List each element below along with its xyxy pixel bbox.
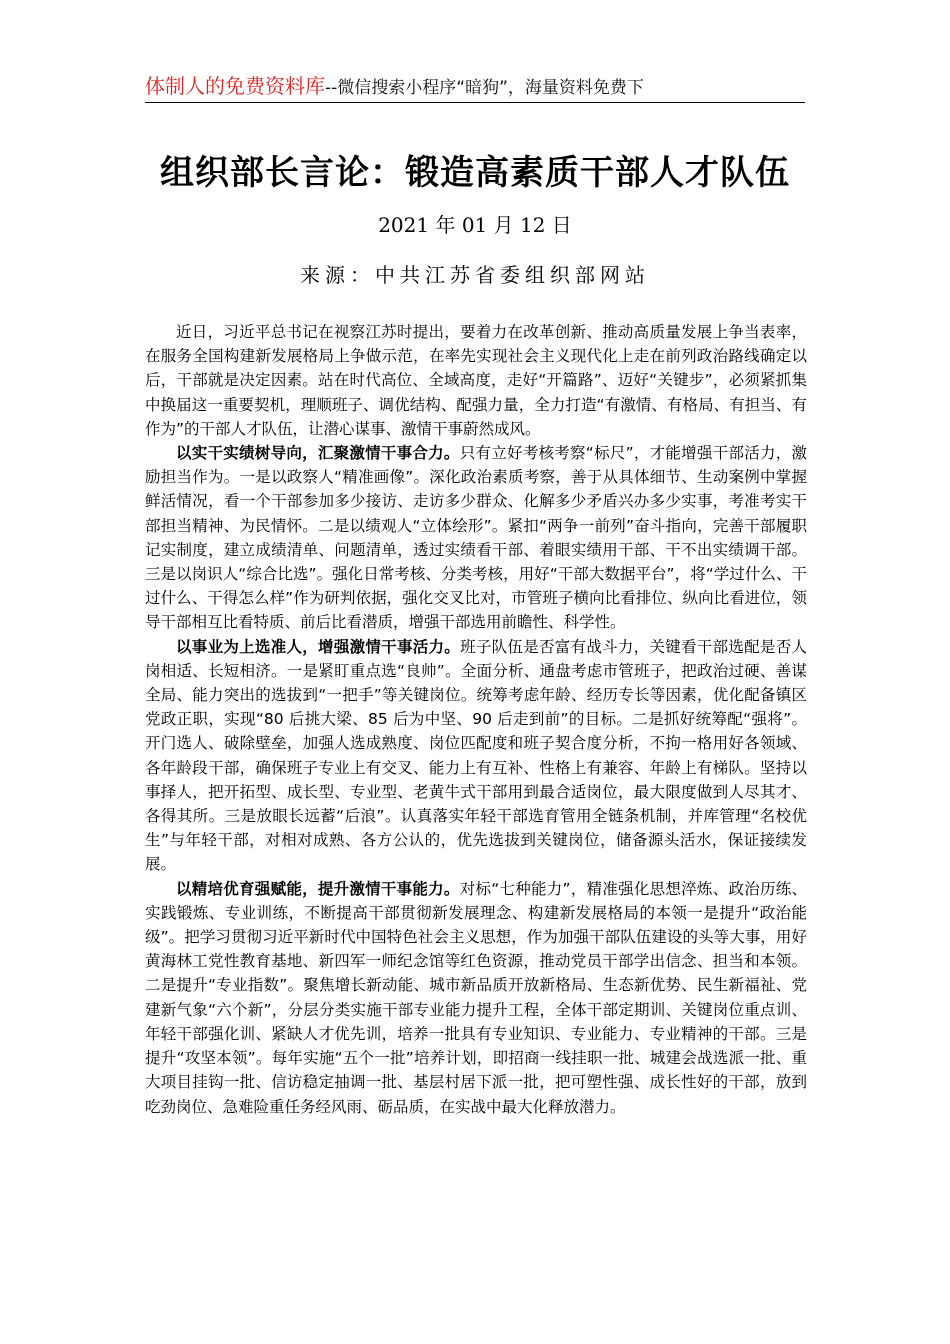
header-brand: 体制人的免费资料库 — [145, 74, 325, 98]
header-tagline: --微信搜索小程序“暗狗”，海量资料免费下 — [325, 78, 644, 98]
article-body — [145, 320, 807, 1119]
paragraph-lead: 以精培优育强赋能，提升激情干事能力。 — [176, 879, 460, 898]
paragraph-lead: 以事业为上选准人，增强激情干事活力。 — [176, 637, 461, 656]
paragraph-text: 对标“七种能力”，精准强化思想淬炼、政治历练、实践锻炼、专业训练，不断提高干部贯彻新发展理念、构建新发展格局的本领一是提升“政治能级”。把学习贯彻习近平新时代中国特色社会主义思想，作为加强干部队伍建设的头等大事，用好黄海林工党性教育基地、新四军一师纪念馆等红色资源，推动党员干部学出信念、担当和本领。二是提升“专业指数”。聚焦增长新动能、城市新品质开放新格局、生态新优势、民生新福祉、党建新气象“六个新”，分层分类实施干部专业能力提升工程，全体干部定期训、关键岗位重点训、年轻干部强化训、紧缺人才优先训，培养一批具有专业知识、专业能力、专业精神的干部。三是提升“攻坚本领”。每年实施“五个一批”培养计划，即招商一线挂职一批、城建会战选派一批、重大项目挂钩一批、信访稳定抽调一批、基层村居下派一批，把可塑性强、成长性好的干部，放到吃劲岗位、急难险重任务经风雨、砺品质，在实战中最大化释放潜力。 — [145, 879, 807, 1116]
paragraph-text: 近日，习近平总书记在视察江苏时提出，要着力在改革创新、推动高质量发展上争当表率，在服务全国构建新发展格局上争做示范，在率先实现社会主义现代化上走在前列政治路线确定以后，干部就是决定因素。站在时代高位、全域高度，走好“开篇路”、迈好“关键步”，必须紧抓集中换届这一重要契机，理顺班子、调优结构、配强力量，全力打造“有激情、有格局、有担当、有作为”的干部人才队伍，让潜心谋事、激情干事蔚然成风。 — [145, 323, 807, 438]
watermark-header — [145, 70, 805, 103]
article-source: 来源：中共江苏省委组织部网站 — [300, 263, 650, 287]
paragraph — [145, 441, 807, 635]
paragraph-text: 只有立好考核考察“标尺”，才能增强干部活力，激励担当作为。一是以政察人“精准画像”。深化政治素质考察，善于从具体细节、生动案例中掌握鲜活情况，看一个干部参加多少接访、走访多少群众、化解多少矛盾兴办多少实事，考准考实干部担当精神、为民情怀。二是以绩观人“立体绘形”。紧扣“两争一前列”奋斗指向，完善干部履职记实制度，建立成绩清单、问题清单，透过实绩看干部、着眼实绩用干部、干不出实绩调干部。三是以岗识人“综合比选”。强化日常考核、分类考核，用好“干部大数据平台”，将“学过什么、干过什么、干得怎么样”作为研判依据，强化交叉比对，市管班子横向比看排位、纵向比看进位，领导干部相互比看特质、前后比看潜质，增强干部选用前瞻性、科学性。 — [145, 444, 807, 632]
paragraph — [145, 320, 807, 441]
paragraph-text: 班子队伍是否富有战斗力，关键看干部选配是否人岗相适、长短相济。一是紧盯重点选“良帅”。全面分析、通盘考虑市管班子，把政治过硬、善谋全局、能力突出的选拔到“一把手”等关键岗位。统筹考虑年龄、经历专长等因素，优化配备镇区党政正职，实现“80 后挑大梁、85 后为中坚、90 后走到前”的目标。二是抓好统筹配“强将”。开门选人、破除壁垒，加强人选成熟度、岗位匹配度和班子契合度分析，不拘一格用好各领域、各年龄段干部，确保班子专业上有交叉、能力上有互补、性格上有兼容、年龄上有梯队。坚持以事择人，把开拓型、成长型、专业型、老黄牛式干部用到最合适岗位，最大限度做到人尽其才、各得其所。三是放眼长远蓄“后浪”。认真落实年轻干部选育管用全链条机制，并库管理“名校优生”与年轻干部，对相对成熟、各方公认的，优先选拔到关键岗位，储备源头活水，保证接续发展。 — [145, 637, 807, 874]
paragraph — [145, 635, 807, 877]
article-date: 2021 年 01 月 12 日 — [378, 213, 572, 237]
paragraph-lead: 以实干实绩树导向，汇聚激情干事合力。 — [176, 444, 460, 463]
article-title: 组织部长言论：锻造高素质干部人才队伍 — [160, 153, 790, 193]
paragraph — [145, 877, 807, 1119]
